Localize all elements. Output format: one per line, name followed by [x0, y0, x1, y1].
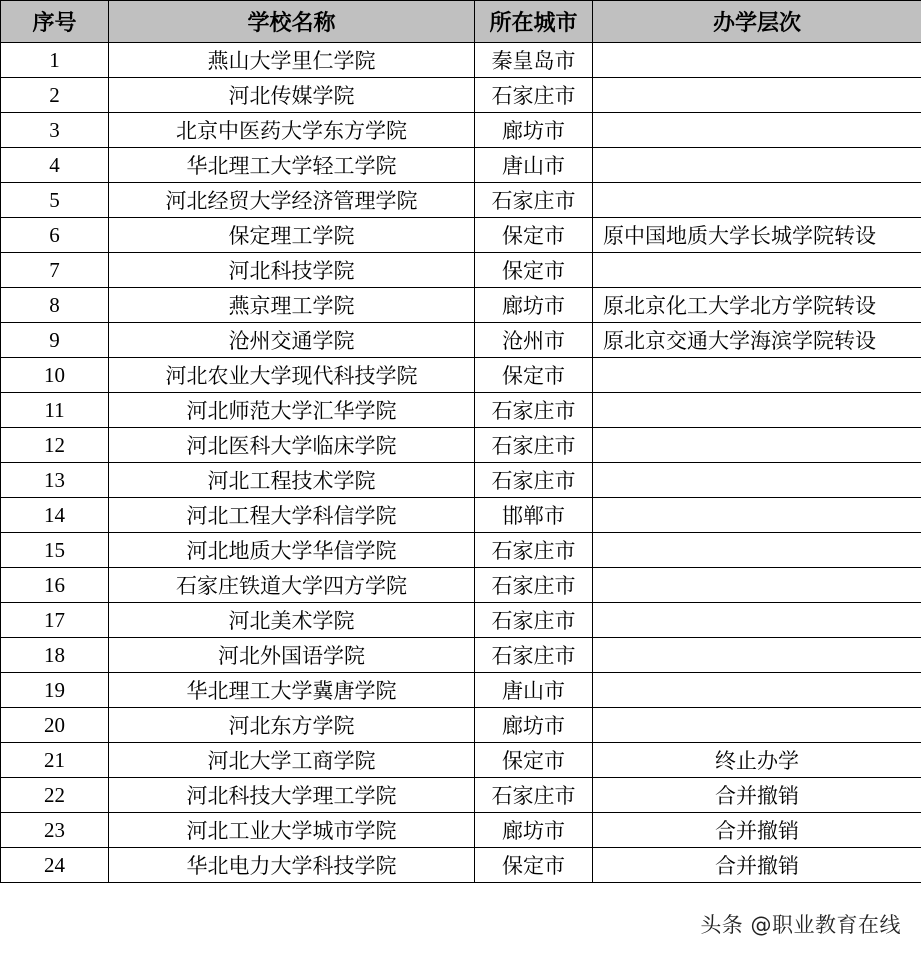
- cell-city: 石家庄市: [475, 533, 593, 568]
- cell-city: 保定市: [475, 848, 593, 883]
- cell-city: 唐山市: [475, 673, 593, 708]
- cell-city: 保定市: [475, 358, 593, 393]
- cell-level: [593, 358, 921, 393]
- cell-index: 12: [1, 428, 109, 463]
- cell-level: [593, 43, 921, 78]
- cell-level: [593, 148, 921, 183]
- cell-index: 5: [1, 183, 109, 218]
- cell-school-name: 河北工业大学城市学院: [109, 813, 475, 848]
- cell-level: [593, 253, 921, 288]
- table-row: [1, 43, 921, 78]
- cell-city: 廊坊市: [475, 813, 593, 848]
- table-row: [1, 638, 921, 673]
- table-row: [1, 253, 921, 288]
- table-header-row: [1, 1, 921, 43]
- table-row: [1, 78, 921, 113]
- table-row: [1, 358, 921, 393]
- cell-level: 原北京交通大学海滨学院转设: [593, 323, 921, 358]
- cell-city: 石家庄市: [475, 78, 593, 113]
- cell-index: 4: [1, 148, 109, 183]
- cell-level: [593, 393, 921, 428]
- cell-school-name: 河北师范大学汇华学院: [109, 393, 475, 428]
- table-row: [1, 673, 921, 708]
- cell-city: 廊坊市: [475, 288, 593, 323]
- cell-index: 8: [1, 288, 109, 323]
- header-level: 办学层次: [593, 1, 921, 43]
- cell-school-name: 华北理工大学轻工学院: [109, 148, 475, 183]
- table-row: [1, 183, 921, 218]
- cell-index: 16: [1, 568, 109, 603]
- cell-school-name: 河北农业大学现代科技学院: [109, 358, 475, 393]
- cell-level: [593, 498, 921, 533]
- table-row: [1, 568, 921, 603]
- cell-city: 沧州市: [475, 323, 593, 358]
- table-row: [1, 148, 921, 183]
- cell-index: 3: [1, 113, 109, 148]
- cell-index: 15: [1, 533, 109, 568]
- cell-index: 24: [1, 848, 109, 883]
- cell-level: [593, 603, 921, 638]
- cell-index: 17: [1, 603, 109, 638]
- cell-index: 18: [1, 638, 109, 673]
- cell-city: 邯郸市: [475, 498, 593, 533]
- cell-index: 13: [1, 463, 109, 498]
- cell-index: 2: [1, 78, 109, 113]
- cell-index: 1: [1, 43, 109, 78]
- table-row: [1, 778, 921, 813]
- table-row: [1, 848, 921, 883]
- cell-level: [593, 533, 921, 568]
- cell-level: 合并撤销: [593, 813, 921, 848]
- cell-school-name: 河北工程技术学院: [109, 463, 475, 498]
- cell-index: 9: [1, 323, 109, 358]
- header-city: 所在城市: [475, 1, 593, 43]
- cell-school-name: 沧州交通学院: [109, 323, 475, 358]
- cell-level: [593, 463, 921, 498]
- cell-index: 14: [1, 498, 109, 533]
- cell-city: 石家庄市: [475, 428, 593, 463]
- cell-city: 保定市: [475, 218, 593, 253]
- cell-city: 保定市: [475, 743, 593, 778]
- table-body: [1, 43, 921, 883]
- cell-level: [593, 428, 921, 463]
- cell-city: 廊坊市: [475, 708, 593, 743]
- table-row: [1, 288, 921, 323]
- cell-level: [593, 638, 921, 673]
- cell-city: 石家庄市: [475, 183, 593, 218]
- cell-school-name: 燕山大学里仁学院: [109, 43, 475, 78]
- cell-level: [593, 673, 921, 708]
- cell-city: 石家庄市: [475, 778, 593, 813]
- cell-city: 保定市: [475, 253, 593, 288]
- table-row: [1, 218, 921, 253]
- table-row: [1, 393, 921, 428]
- cell-city: 石家庄市: [475, 568, 593, 603]
- header-index: 序号: [1, 1, 109, 43]
- cell-level: 终止办学: [593, 743, 921, 778]
- cell-city: 石家庄市: [475, 638, 593, 673]
- table-row: [1, 603, 921, 638]
- cell-school-name: 燕京理工学院: [109, 288, 475, 323]
- cell-level: 合并撤销: [593, 778, 921, 813]
- cell-index: 22: [1, 778, 109, 813]
- cell-index: 10: [1, 358, 109, 393]
- cell-school-name: 河北医科大学临床学院: [109, 428, 475, 463]
- header-school-name: 学校名称: [109, 1, 475, 43]
- table-row: [1, 533, 921, 568]
- cell-school-name: 石家庄铁道大学四方学院: [109, 568, 475, 603]
- table-row: [1, 113, 921, 148]
- cell-city: 廊坊市: [475, 113, 593, 148]
- cell-school-name: 河北美术学院: [109, 603, 475, 638]
- cell-school-name: 河北地质大学华信学院: [109, 533, 475, 568]
- cell-school-name: 河北科技学院: [109, 253, 475, 288]
- cell-index: 7: [1, 253, 109, 288]
- cell-index: 11: [1, 393, 109, 428]
- cell-school-name: 河北经贸大学经济管理学院: [109, 183, 475, 218]
- table-row: [1, 743, 921, 778]
- cell-school-name: 河北科技大学理工学院: [109, 778, 475, 813]
- cell-city: 石家庄市: [475, 603, 593, 638]
- cell-city: 石家庄市: [475, 393, 593, 428]
- table-row: [1, 498, 921, 533]
- cell-index: 6: [1, 218, 109, 253]
- cell-school-name: 北京中医药大学东方学院: [109, 113, 475, 148]
- cell-index: 23: [1, 813, 109, 848]
- cell-level: [593, 708, 921, 743]
- cell-index: 20: [1, 708, 109, 743]
- cell-school-name: 河北外国语学院: [109, 638, 475, 673]
- cell-city: 唐山市: [475, 148, 593, 183]
- cell-level: 原中国地质大学长城学院转设: [593, 218, 921, 253]
- cell-school-name: 华北电力大学科技学院: [109, 848, 475, 883]
- cell-level: [593, 113, 921, 148]
- table-row: [1, 813, 921, 848]
- cell-index: 21: [1, 743, 109, 778]
- table-row: [1, 428, 921, 463]
- cell-school-name: 河北传媒学院: [109, 78, 475, 113]
- cell-school-name: 河北工程大学科信学院: [109, 498, 475, 533]
- cell-school-name: 保定理工学院: [109, 218, 475, 253]
- cell-city: 石家庄市: [475, 463, 593, 498]
- cell-level: [593, 183, 921, 218]
- cell-school-name: 河北东方学院: [109, 708, 475, 743]
- watermark-text: 头条 @职业教育在线: [700, 913, 901, 937]
- table-row: [1, 463, 921, 498]
- cell-level: [593, 568, 921, 603]
- table-row: [1, 323, 921, 358]
- cell-school-name: 华北理工大学冀唐学院: [109, 673, 475, 708]
- table-row: [1, 708, 921, 743]
- cell-city: 秦皇岛市: [475, 43, 593, 78]
- cell-level: [593, 78, 921, 113]
- cell-school-name: 河北大学工商学院: [109, 743, 475, 778]
- cell-level: 合并撤销: [593, 848, 921, 883]
- cell-index: 19: [1, 673, 109, 708]
- cell-level: 原北京化工大学北方学院转设: [593, 288, 921, 323]
